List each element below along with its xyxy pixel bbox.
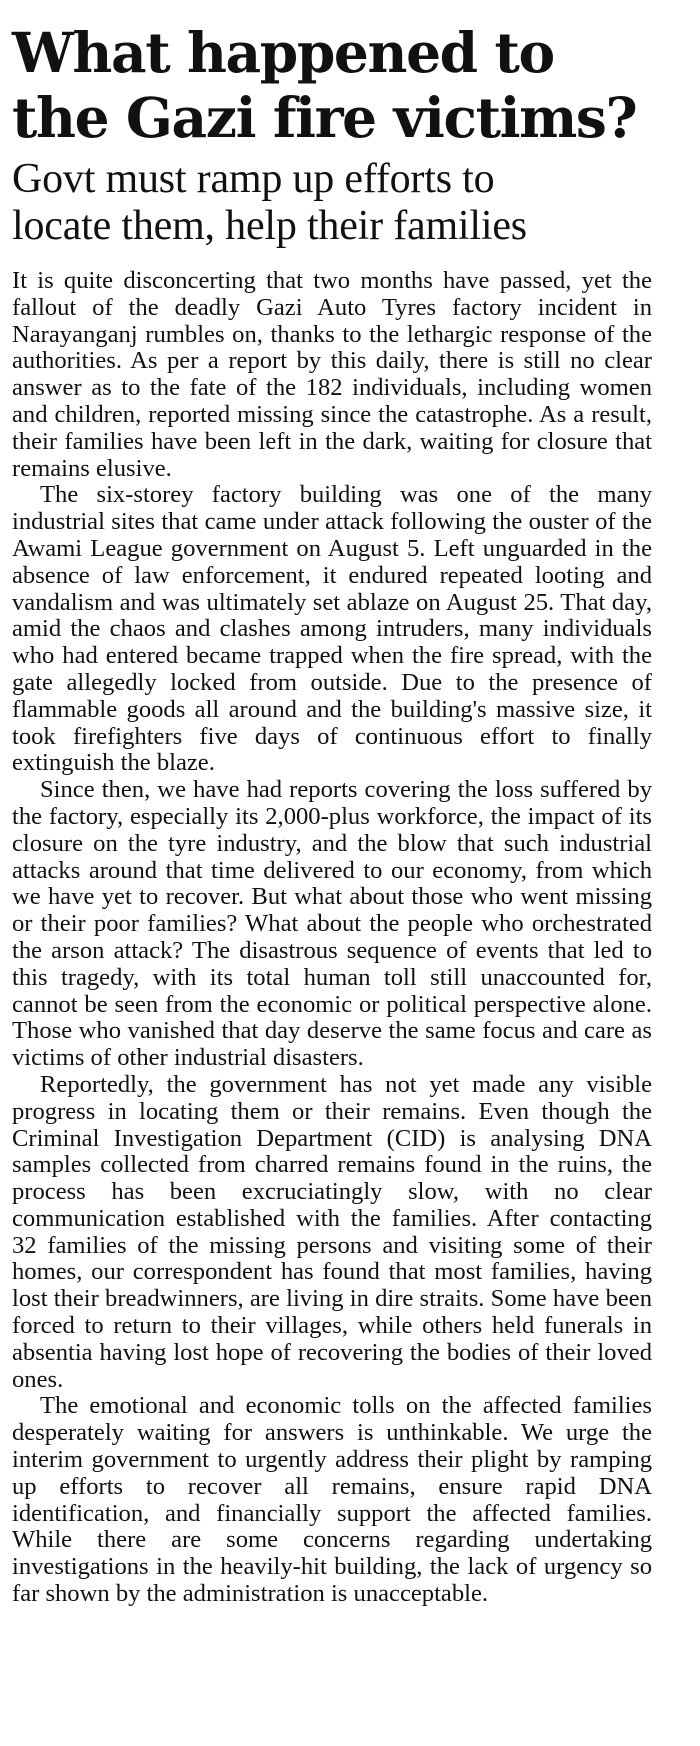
body-paragraph-5: The emotional and economic tolls on the affected families desperately waiting for answers is unthinkable. We urge the interim government to urgently address their plight by ramping up efforts to recover all remains, ensure rapid DNA identification, and financially support the affected families. While there are some concerns regarding undertaking investigations in the heavily-hit building, the lack of urgency so far shown by the administration is unacceptable. [12,1392,652,1608]
subheadline-line-2: locate them, help their families [12,203,527,249]
subheadline-line-1: Govt must ramp up efforts to [12,156,495,202]
body-paragraph-3: Since then, we have had reports covering the loss suffered by the factory, especially its 2,000-plus workforce, the impact of its closure on the tyre industry, and the blow that such industrial attacks around that time delivered to our economy, from which we have yet to recover. But what about those who went missing or their poor families? What about the people who orchestrated the arson attack? The disastrous sequence of events that led to this tragedy, with its total human toll still unaccounted for, cannot be seen from the economic or political perspective alone. Those who vanished that day deserve the same focus and care as victims of other industrial disasters. [12,776,652,1072]
headline-line-1: What happened to [12,20,554,85]
body-paragraph-4: Reportedly, the government has not yet made any visible progress in locating them or their remains. Even though the Criminal Investigation Department (CID) is analysing DNA samples collected from charred remains found in the ruins, the process has been excruciatingly slow, with no clear communication established with the families. After contacting 32 families of the missing persons and visiting some of their homes, our correspondent has found that most families, having lost their breadwinners, are living in dire straits. Some have been forced to return to their villages, while others held funerals in absentia having lost hope of recovering the bodies of their loved ones. [12,1070,652,1393]
subheadline [12,156,652,250]
headline-line-2: the Gazi fire victims? [12,85,637,150]
body-paragraph-2: The six-storey factory building was one of the many industrial sites that came under attack following the ouster of the Awami League government on August 5. Left unguarded in the absence of law enforcement, it endured repeated looting and vandalism and was ultimately set ablaze on August 25. That day, amid the chaos and clashes among intruders, many individuals who had entered became trapped when the fire spread, with the gate allegedly locked from outside. Due to the presence of flammable goods all around and the building's massive size, it took firefighters five days of continuous effort to finally extinguish the blaze. [12,481,652,777]
body-paragraph-1: It is quite disconcerting that two months have passed, yet the fallout of the deadly Gazi Auto Tyres factory incident in Narayanganj rumbles on, thanks to the lethargic response of the authorities. As per a report by this daily, there is still no clear answer as to the fate of the 182 individuals, including women and children, reported missing since the catastrophe. As a result, their families have been left in the dark, waiting for closure that remains elusive. [12,267,652,482]
headline [12,0,652,150]
article-body [12,268,652,1608]
